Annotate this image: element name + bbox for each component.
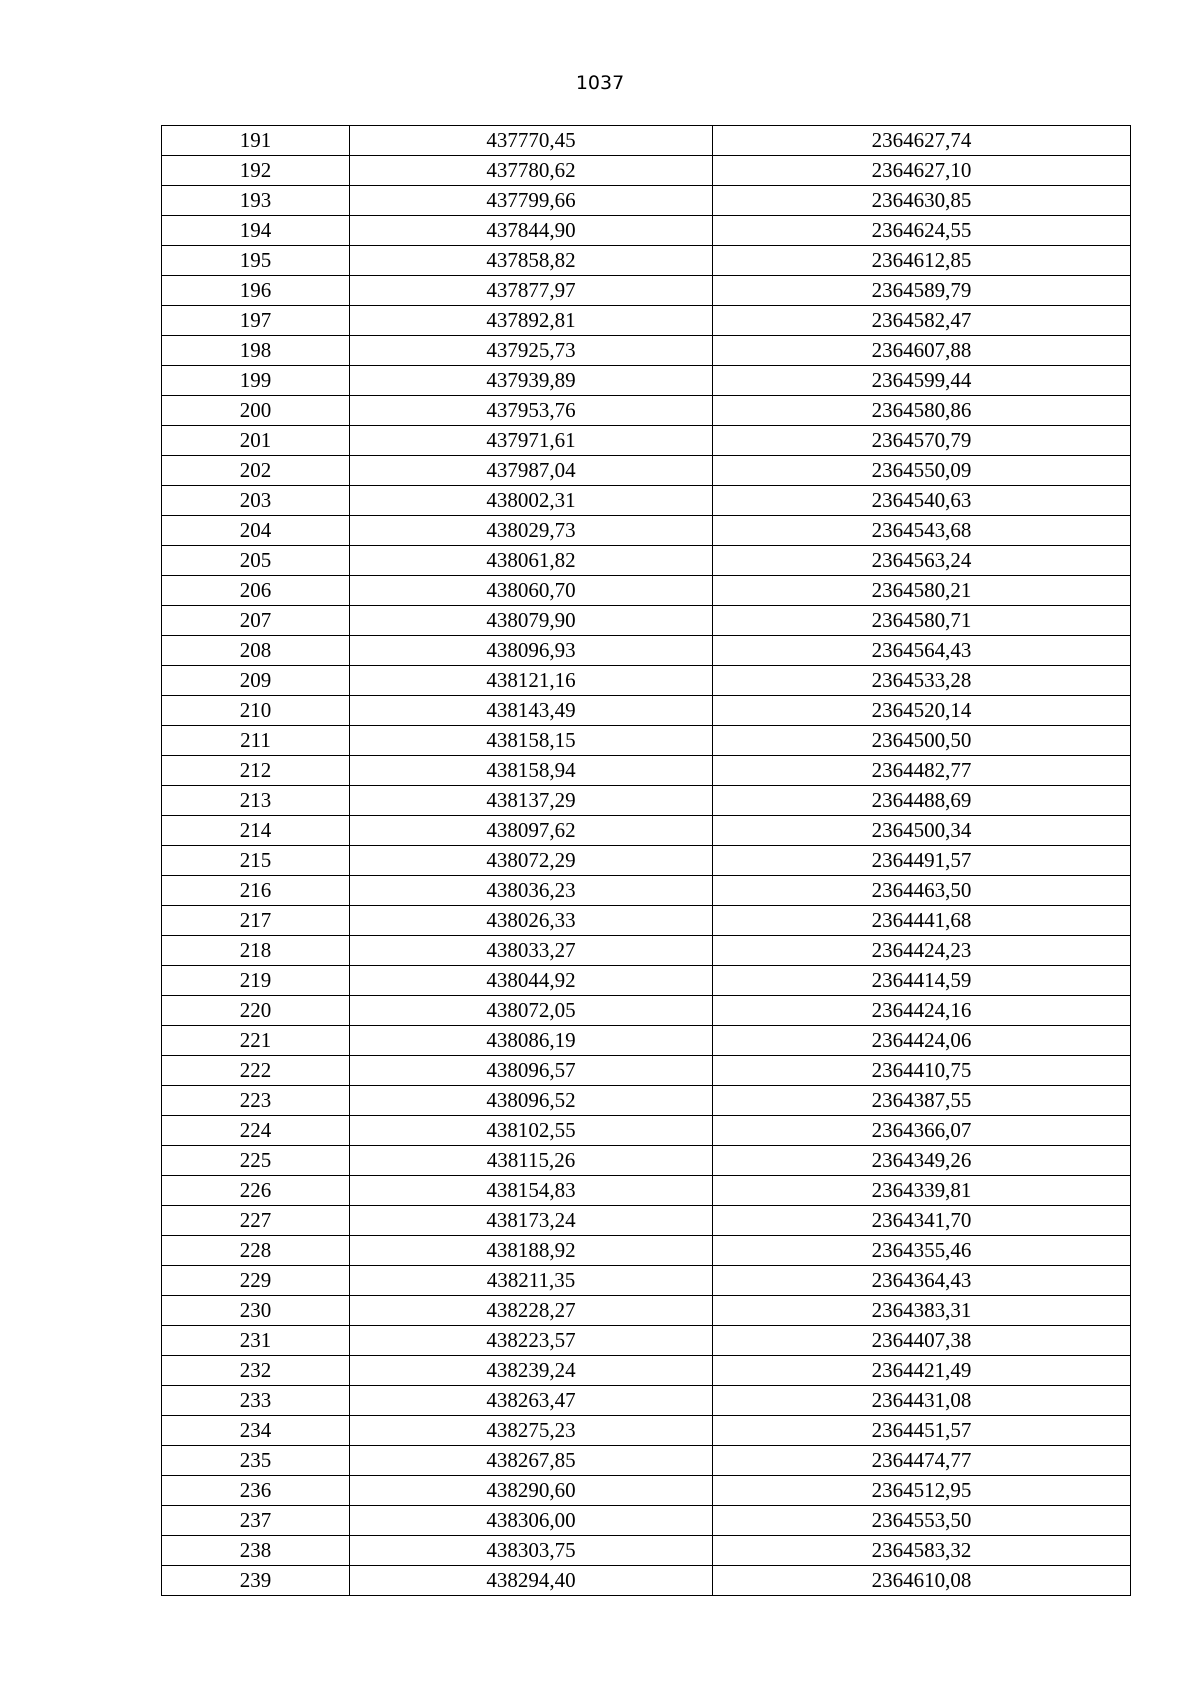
y-coordinate-cell: 2364364,43 — [713, 1266, 1131, 1296]
point-number-cell: 215 — [162, 846, 350, 876]
y-coordinate-cell: 2364500,34 — [713, 816, 1131, 846]
x-coordinate-cell: 438173,24 — [350, 1206, 713, 1236]
y-coordinate-cell: 2364520,14 — [713, 696, 1131, 726]
point-number-cell: 213 — [162, 786, 350, 816]
point-number-cell: 228 — [162, 1236, 350, 1266]
table-row — [162, 1356, 1131, 1386]
y-coordinate-cell: 2364410,75 — [713, 1056, 1131, 1086]
table-row — [162, 816, 1131, 846]
point-number-cell: 200 — [162, 396, 350, 426]
x-coordinate-cell: 438263,47 — [350, 1386, 713, 1416]
table-row — [162, 1506, 1131, 1536]
x-coordinate-cell: 438097,62 — [350, 816, 713, 846]
x-coordinate-cell: 438294,40 — [350, 1566, 713, 1596]
point-number-cell: 238 — [162, 1536, 350, 1566]
table-row — [162, 996, 1131, 1026]
table-row — [162, 936, 1131, 966]
point-number-cell: 218 — [162, 936, 350, 966]
table-row — [162, 1266, 1131, 1296]
x-coordinate-cell: 437892,81 — [350, 306, 713, 336]
y-coordinate-cell: 2364599,44 — [713, 366, 1131, 396]
x-coordinate-cell: 438275,23 — [350, 1416, 713, 1446]
point-number-cell: 216 — [162, 876, 350, 906]
table-row — [162, 276, 1131, 306]
table-row — [162, 1326, 1131, 1356]
x-coordinate-cell: 438033,27 — [350, 936, 713, 966]
point-number-cell: 210 — [162, 696, 350, 726]
table-row — [162, 516, 1131, 546]
table-row — [162, 456, 1131, 486]
x-coordinate-cell: 438267,85 — [350, 1446, 713, 1476]
x-coordinate-cell: 438115,26 — [350, 1146, 713, 1176]
table-row — [162, 1116, 1131, 1146]
y-coordinate-cell: 2364533,28 — [713, 666, 1131, 696]
table-row — [162, 1446, 1131, 1476]
y-coordinate-cell: 2364612,85 — [713, 246, 1131, 276]
point-number-cell: 214 — [162, 816, 350, 846]
x-coordinate-cell: 438096,52 — [350, 1086, 713, 1116]
x-coordinate-cell: 437877,97 — [350, 276, 713, 306]
y-coordinate-cell: 2364563,24 — [713, 546, 1131, 576]
x-coordinate-cell: 437780,62 — [350, 156, 713, 186]
table-row — [162, 426, 1131, 456]
y-coordinate-cell: 2364387,55 — [713, 1086, 1131, 1116]
y-coordinate-cell: 2364424,06 — [713, 1026, 1131, 1056]
point-number-cell: 226 — [162, 1176, 350, 1206]
point-number-cell: 217 — [162, 906, 350, 936]
x-coordinate-cell: 438026,33 — [350, 906, 713, 936]
x-coordinate-cell: 438154,83 — [350, 1176, 713, 1206]
table-row — [162, 1416, 1131, 1446]
table-row — [162, 606, 1131, 636]
point-number-cell: 203 — [162, 486, 350, 516]
point-number-cell: 192 — [162, 156, 350, 186]
table-row — [162, 1026, 1131, 1056]
point-number-cell: 224 — [162, 1116, 350, 1146]
x-coordinate-cell: 438121,16 — [350, 666, 713, 696]
point-number-cell: 209 — [162, 666, 350, 696]
x-coordinate-cell: 437844,90 — [350, 216, 713, 246]
x-coordinate-cell: 438290,60 — [350, 1476, 713, 1506]
y-coordinate-cell: 2364610,08 — [713, 1566, 1131, 1596]
point-number-cell: 219 — [162, 966, 350, 996]
table-row — [162, 486, 1131, 516]
x-coordinate-cell: 437925,73 — [350, 336, 713, 366]
point-number-cell: 212 — [162, 756, 350, 786]
point-number-cell: 225 — [162, 1146, 350, 1176]
point-number-cell: 227 — [162, 1206, 350, 1236]
point-number-cell: 204 — [162, 516, 350, 546]
table-row — [162, 546, 1131, 576]
y-coordinate-cell: 2364407,38 — [713, 1326, 1131, 1356]
y-coordinate-cell: 2364349,26 — [713, 1146, 1131, 1176]
point-number-cell: 195 — [162, 246, 350, 276]
y-coordinate-cell: 2364341,70 — [713, 1206, 1131, 1236]
point-number-cell: 221 — [162, 1026, 350, 1056]
table-row — [162, 1056, 1131, 1086]
table-row — [162, 726, 1131, 756]
x-coordinate-cell: 438096,93 — [350, 636, 713, 666]
point-number-cell: 199 — [162, 366, 350, 396]
x-coordinate-cell: 437770,45 — [350, 126, 713, 156]
x-coordinate-cell: 438036,23 — [350, 876, 713, 906]
y-coordinate-cell: 2364488,69 — [713, 786, 1131, 816]
table-row — [162, 1536, 1131, 1566]
x-coordinate-cell: 437799,66 — [350, 186, 713, 216]
table-row — [162, 876, 1131, 906]
table-row — [162, 126, 1131, 156]
x-coordinate-cell: 438188,92 — [350, 1236, 713, 1266]
table-row — [162, 246, 1131, 276]
y-coordinate-cell: 2364624,55 — [713, 216, 1131, 246]
table-row — [162, 966, 1131, 996]
y-coordinate-cell: 2364441,68 — [713, 906, 1131, 936]
y-coordinate-cell: 2364570,79 — [713, 426, 1131, 456]
table-row — [162, 636, 1131, 666]
point-number-cell: 211 — [162, 726, 350, 756]
x-coordinate-cell: 438044,92 — [350, 966, 713, 996]
y-coordinate-cell: 2364630,85 — [713, 186, 1131, 216]
y-coordinate-cell: 2364583,32 — [713, 1536, 1131, 1566]
x-coordinate-cell: 437971,61 — [350, 426, 713, 456]
y-coordinate-cell: 2364553,50 — [713, 1506, 1131, 1536]
point-number-cell: 223 — [162, 1086, 350, 1116]
y-coordinate-cell: 2364540,63 — [713, 486, 1131, 516]
table-row — [162, 1146, 1131, 1176]
point-number-cell: 222 — [162, 1056, 350, 1086]
point-number-cell: 201 — [162, 426, 350, 456]
table-row — [162, 186, 1131, 216]
table-row — [162, 1476, 1131, 1506]
table-row — [162, 366, 1131, 396]
y-coordinate-cell: 2364589,79 — [713, 276, 1131, 306]
point-number-cell: 229 — [162, 1266, 350, 1296]
x-coordinate-cell: 438211,35 — [350, 1266, 713, 1296]
x-coordinate-cell: 438061,82 — [350, 546, 713, 576]
y-coordinate-cell: 2364607,88 — [713, 336, 1131, 366]
point-number-cell: 206 — [162, 576, 350, 606]
y-coordinate-cell: 2364627,10 — [713, 156, 1131, 186]
table-row — [162, 1386, 1131, 1416]
table-row — [162, 846, 1131, 876]
x-coordinate-cell: 438306,00 — [350, 1506, 713, 1536]
point-number-cell: 231 — [162, 1326, 350, 1356]
point-number-cell: 236 — [162, 1476, 350, 1506]
y-coordinate-cell: 2364491,57 — [713, 846, 1131, 876]
y-coordinate-cell: 2364512,95 — [713, 1476, 1131, 1506]
table-row — [162, 1236, 1131, 1266]
point-number-cell: 202 — [162, 456, 350, 486]
table-row — [162, 336, 1131, 366]
y-coordinate-cell: 2364451,57 — [713, 1416, 1131, 1446]
x-coordinate-cell: 438072,29 — [350, 846, 713, 876]
y-coordinate-cell: 2364580,21 — [713, 576, 1131, 606]
y-coordinate-cell: 2364580,71 — [713, 606, 1131, 636]
table-row — [162, 666, 1131, 696]
y-coordinate-cell: 2364366,07 — [713, 1116, 1131, 1146]
x-coordinate-cell: 438228,27 — [350, 1296, 713, 1326]
coordinates-table — [161, 125, 1131, 1596]
x-coordinate-cell: 438158,15 — [350, 726, 713, 756]
table-row — [162, 786, 1131, 816]
y-coordinate-cell: 2364414,59 — [713, 966, 1131, 996]
y-coordinate-cell: 2364421,49 — [713, 1356, 1131, 1386]
y-coordinate-cell: 2364431,08 — [713, 1386, 1131, 1416]
point-number-cell: 232 — [162, 1356, 350, 1386]
table-row — [162, 306, 1131, 336]
y-coordinate-cell: 2364474,77 — [713, 1446, 1131, 1476]
y-coordinate-cell: 2364543,68 — [713, 516, 1131, 546]
point-number-cell: 234 — [162, 1416, 350, 1446]
point-number-cell: 237 — [162, 1506, 350, 1536]
x-coordinate-cell: 438239,24 — [350, 1356, 713, 1386]
point-number-cell: 194 — [162, 216, 350, 246]
x-coordinate-cell: 438303,75 — [350, 1536, 713, 1566]
x-coordinate-cell: 438223,57 — [350, 1326, 713, 1356]
point-number-cell: 193 — [162, 186, 350, 216]
point-number-cell: 235 — [162, 1446, 350, 1476]
page-number: 1037 — [575, 72, 625, 94]
y-coordinate-cell: 2364580,86 — [713, 396, 1131, 426]
y-coordinate-cell: 2364564,43 — [713, 636, 1131, 666]
x-coordinate-cell: 437858,82 — [350, 246, 713, 276]
table-row — [162, 696, 1131, 726]
y-coordinate-cell: 2364627,74 — [713, 126, 1131, 156]
x-coordinate-cell: 438002,31 — [350, 486, 713, 516]
table-row — [162, 216, 1131, 246]
x-coordinate-cell: 438086,19 — [350, 1026, 713, 1056]
x-coordinate-cell: 438060,70 — [350, 576, 713, 606]
x-coordinate-cell: 438079,90 — [350, 606, 713, 636]
x-coordinate-cell: 437953,76 — [350, 396, 713, 426]
point-number-cell: 207 — [162, 606, 350, 636]
point-number-cell: 198 — [162, 336, 350, 366]
x-coordinate-cell: 438102,55 — [350, 1116, 713, 1146]
table-row — [162, 1206, 1131, 1236]
x-coordinate-cell: 438158,94 — [350, 756, 713, 786]
point-number-cell: 230 — [162, 1296, 350, 1326]
table-row — [162, 1566, 1131, 1596]
y-coordinate-cell: 2364383,31 — [713, 1296, 1131, 1326]
point-number-cell: 233 — [162, 1386, 350, 1416]
coordinates-table-body — [162, 126, 1131, 1596]
y-coordinate-cell: 2364463,50 — [713, 876, 1131, 906]
x-coordinate-cell: 438143,49 — [350, 696, 713, 726]
point-number-cell: 208 — [162, 636, 350, 666]
y-coordinate-cell: 2364339,81 — [713, 1176, 1131, 1206]
table-row — [162, 906, 1131, 936]
point-number-cell: 205 — [162, 546, 350, 576]
y-coordinate-cell: 2364550,09 — [713, 456, 1131, 486]
table-row — [162, 396, 1131, 426]
point-number-cell: 196 — [162, 276, 350, 306]
x-coordinate-cell: 438029,73 — [350, 516, 713, 546]
y-coordinate-cell: 2364424,16 — [713, 996, 1131, 1026]
y-coordinate-cell: 2364355,46 — [713, 1236, 1131, 1266]
y-coordinate-cell: 2364582,47 — [713, 306, 1131, 336]
table-row — [162, 756, 1131, 786]
x-coordinate-cell: 437987,04 — [350, 456, 713, 486]
y-coordinate-cell: 2364500,50 — [713, 726, 1131, 756]
y-coordinate-cell: 2364482,77 — [713, 756, 1131, 786]
point-number-cell: 220 — [162, 996, 350, 1026]
y-coordinate-cell: 2364424,23 — [713, 936, 1131, 966]
point-number-cell: 239 — [162, 1566, 350, 1596]
table-row — [162, 1176, 1131, 1206]
x-coordinate-cell: 437939,89 — [350, 366, 713, 396]
point-number-cell: 191 — [162, 126, 350, 156]
table-row — [162, 156, 1131, 186]
x-coordinate-cell: 438137,29 — [350, 786, 713, 816]
x-coordinate-cell: 438072,05 — [350, 996, 713, 1026]
point-number-cell: 197 — [162, 306, 350, 336]
table-row — [162, 576, 1131, 606]
x-coordinate-cell: 438096,57 — [350, 1056, 713, 1086]
table-row — [162, 1296, 1131, 1326]
table-row — [162, 1086, 1131, 1116]
